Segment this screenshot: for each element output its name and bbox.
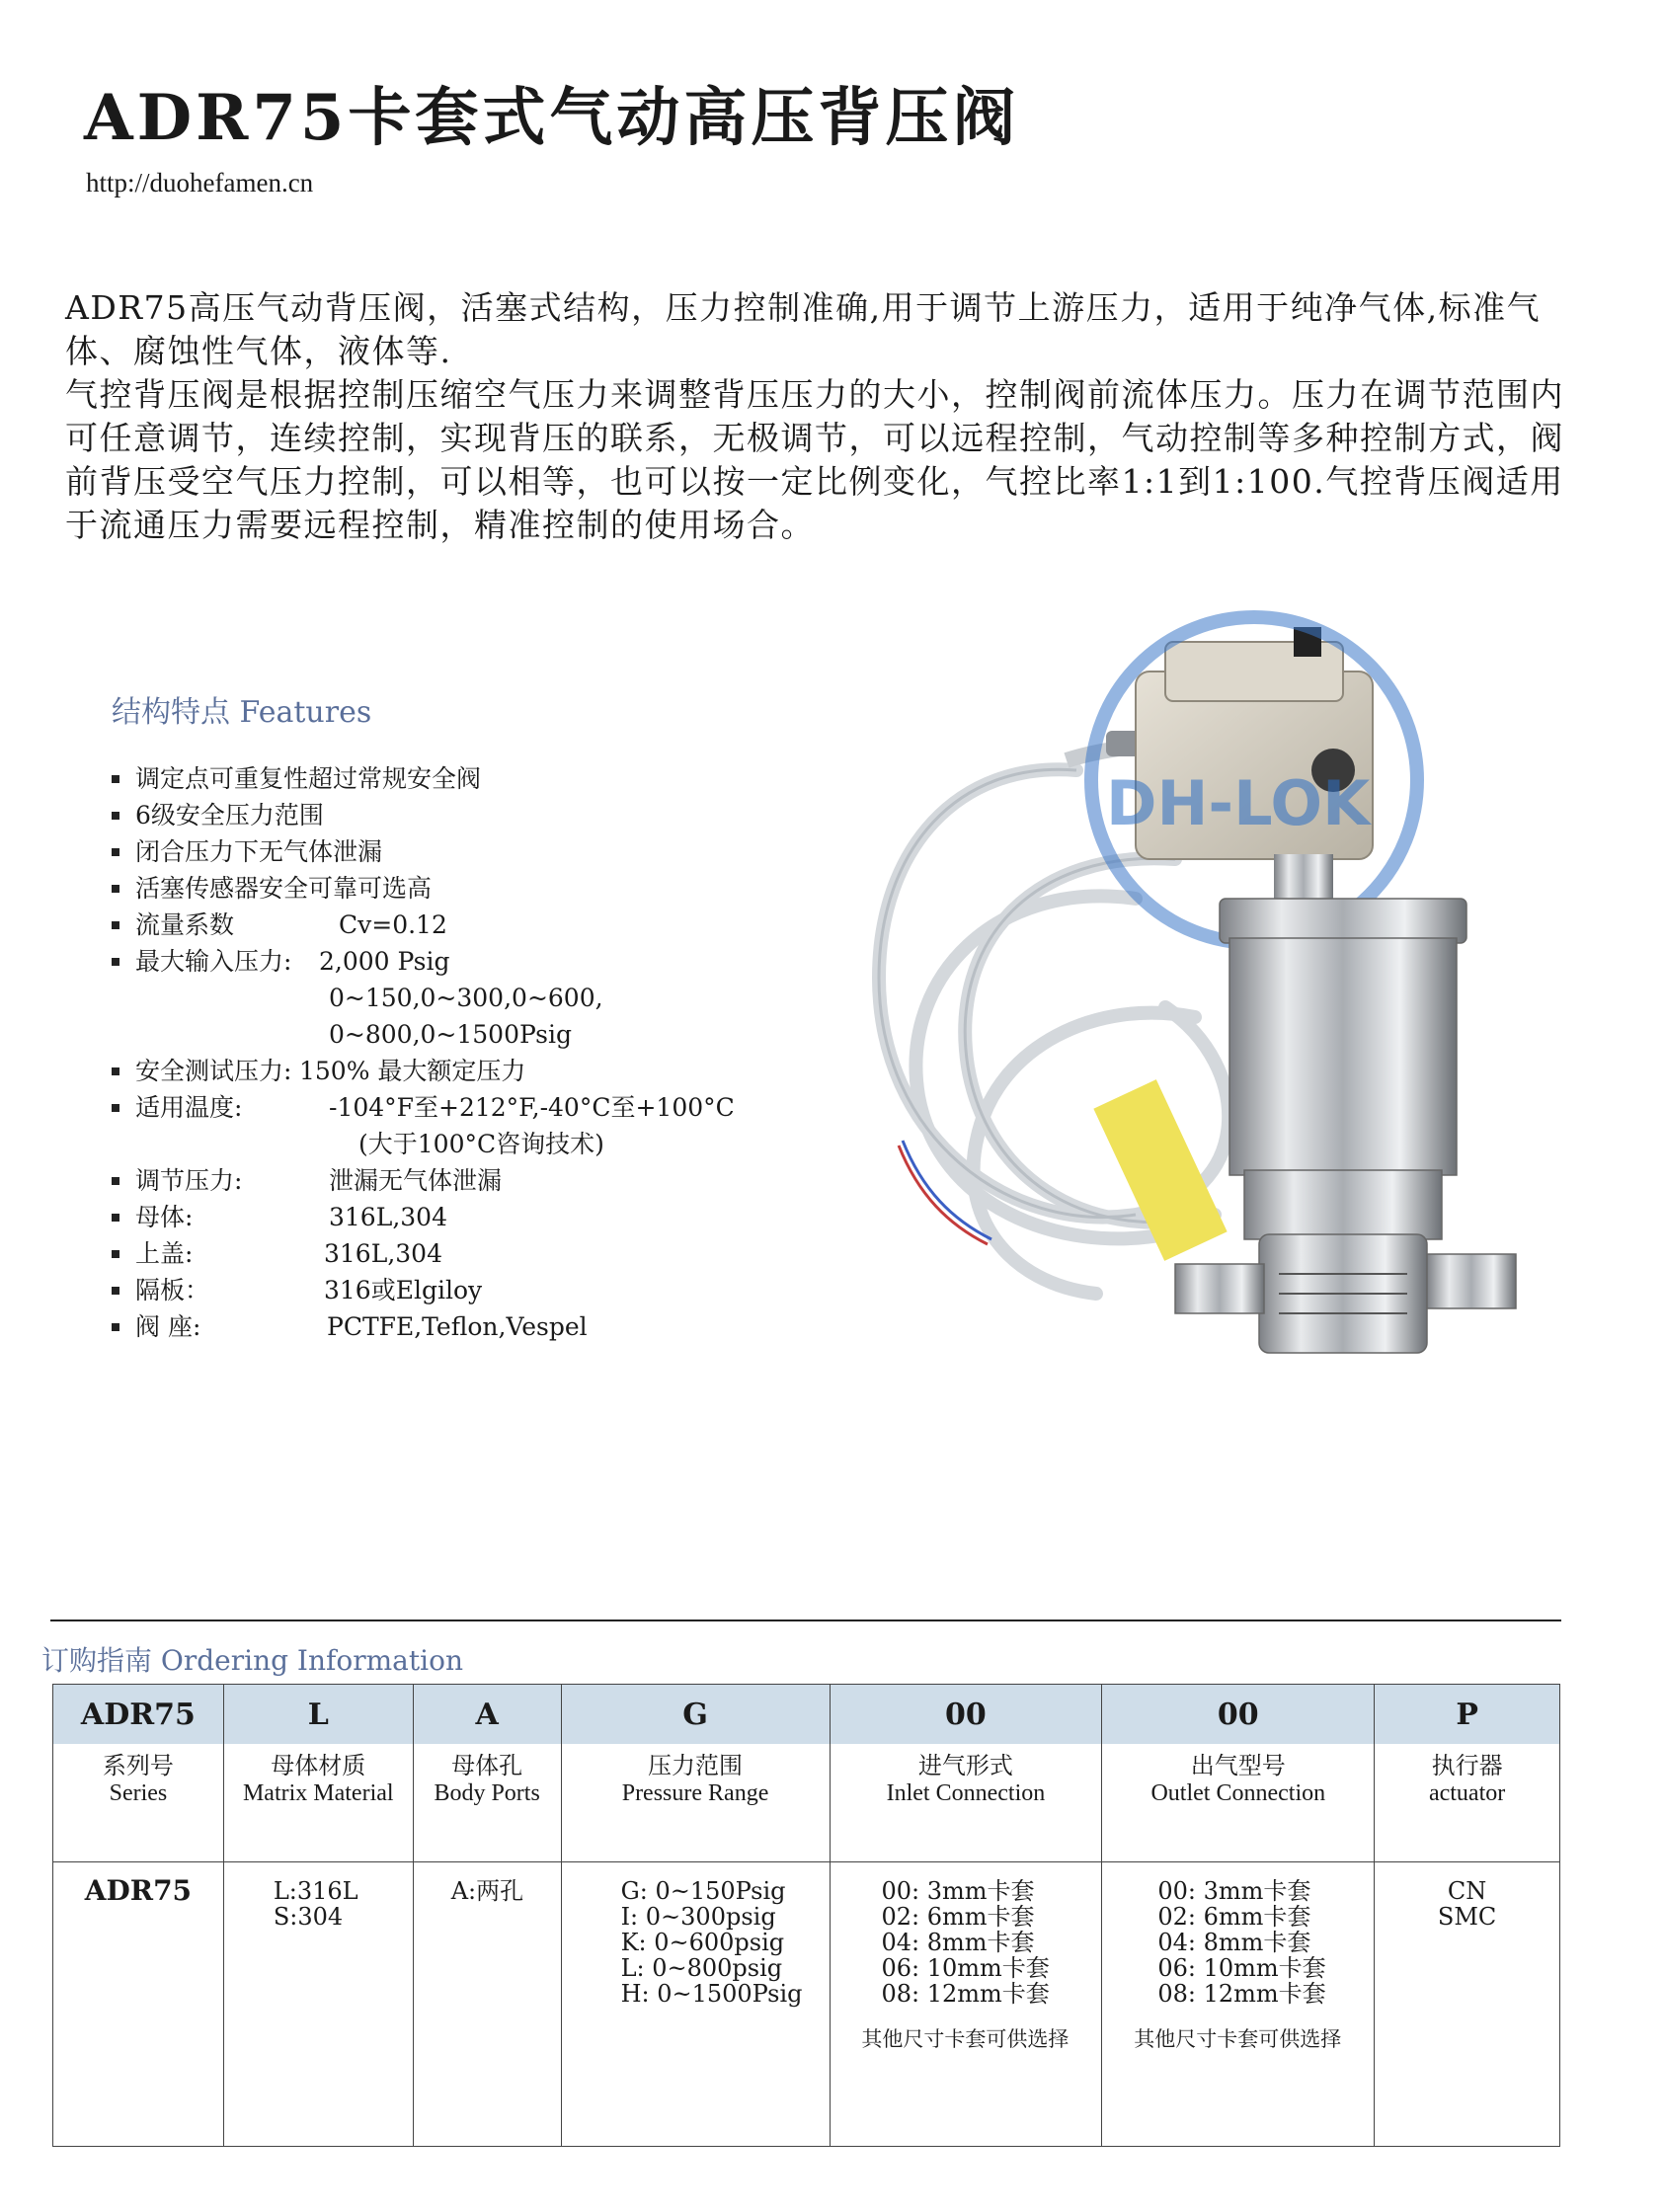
option-outlet: 08: 12mm卡套 xyxy=(1157,1980,1326,2008)
code-outlet: 00 xyxy=(1102,1685,1375,1745)
label-ports: 母体孔 Body Ports xyxy=(413,1744,561,1862)
options-outlet xyxy=(1102,1862,1375,2147)
option-actuator: SMC xyxy=(1437,1903,1497,1931)
code-row xyxy=(53,1685,1560,1745)
option-inlet: 04: 8mm卡套 xyxy=(881,1929,1035,1956)
label-outlet: 出气型号 Outlet Connection xyxy=(1102,1744,1375,1862)
features-heading: 结构特点 Features xyxy=(112,695,372,730)
intro-text xyxy=(65,286,1591,547)
ordering-heading: 订购指南 Ordering Information xyxy=(41,1644,463,1677)
feature-item xyxy=(112,943,823,980)
feature-label: 调定点可重复性超过常规安全阀 xyxy=(135,764,482,793)
section-divider xyxy=(50,1620,1561,1621)
feature-value: 150% 最大额定压力 xyxy=(299,1057,526,1085)
code-inlet: 00 xyxy=(830,1685,1102,1745)
feature-label: 适用温度: xyxy=(135,1093,243,1122)
feature-item xyxy=(112,1126,823,1162)
options-actuator xyxy=(1375,1862,1560,2147)
feature-label: 母体: xyxy=(135,1203,194,1231)
option-material: L:316L xyxy=(273,1877,358,1905)
feature-label: 上盖: xyxy=(135,1239,194,1268)
bullet-icon xyxy=(112,958,119,966)
option-actuator: CN xyxy=(1447,1877,1487,1905)
bullet-icon xyxy=(112,921,119,929)
feature-value: 316L,304 xyxy=(329,1203,447,1231)
svg-text:DH-LOK: DH-LOK xyxy=(1106,767,1371,839)
feature-item xyxy=(112,760,823,797)
option-pressure: H: 0~1500Psig xyxy=(620,1980,803,2008)
inlet-note: 其他尺寸卡套可供选择 xyxy=(861,2027,1070,2051)
feature-label: 安全测试压力: xyxy=(135,1057,292,1085)
options-ports xyxy=(413,1862,561,2147)
intro-paragraph-2: 气控背压阀是根据控制压缩空气压力来调整背压压力的大小，控制阀前流体压力。压力在调节范围内可任意调节，连续控制，实现背压的联系，无极调节，可以远程控制，气动控制等多种控制方式，阀前背压受空气压力控制，可以相等，也可以按一定比例变化，气控比率1:1到1:100.气控背压阀适用于流通压力需要远程控制，精准控制的使用场合。 xyxy=(65,375,1564,544)
option-inlet: 02: 6mm卡套 xyxy=(881,1903,1035,1931)
intro-paragraph-1: ADR75高压气动背压阀，活塞式结构，压力控制准确,用于调节上游压力，适用于纯净气体,标准气体、腐蚀性气体，液体等. xyxy=(65,288,1542,370)
option-pressure: G: 0~150Psig xyxy=(620,1877,786,1905)
option-material: S:304 xyxy=(273,1903,344,1931)
code-material: L xyxy=(223,1685,413,1745)
feature-value: PCTFE,Teflon,Vespel xyxy=(327,1312,588,1341)
bullet-icon xyxy=(112,1104,119,1112)
product-photo xyxy=(839,602,1570,1412)
feature-item xyxy=(112,1199,823,1235)
options-series xyxy=(53,1862,224,2147)
feature-item xyxy=(112,1308,823,1345)
feature-label: 活塞传感器安全可靠可选高 xyxy=(135,874,433,903)
option-pressure: K: 0~600psig xyxy=(620,1929,785,1956)
option-outlet: 04: 8mm卡套 xyxy=(1157,1929,1311,1956)
label-actuator: 执行器 actuator xyxy=(1375,1744,1560,1862)
feature-label: 6级安全压力范围 xyxy=(135,801,324,830)
bullet-icon xyxy=(112,848,119,856)
option-outlet: 00: 3mm卡套 xyxy=(1157,1877,1311,1905)
feature-value: (大于100°C咨询技术) xyxy=(358,1130,604,1158)
option-inlet: 00: 3mm卡套 xyxy=(881,1877,1035,1905)
feature-item xyxy=(112,833,823,870)
feature-value: Cv=0.12 xyxy=(339,910,447,939)
feature-item xyxy=(112,1235,823,1272)
option-inlet: 08: 12mm卡套 xyxy=(881,1980,1050,2008)
feature-label: 闭合压力下无气体泄漏 xyxy=(135,837,383,866)
label-series: 系列号 Series xyxy=(53,1744,224,1862)
ordering-table xyxy=(52,1684,1560,2147)
option-series: ADR75 xyxy=(84,1874,193,1907)
bullet-icon xyxy=(112,812,119,820)
feature-item xyxy=(112,1053,823,1089)
feature-item xyxy=(112,870,823,907)
label-material: 母体材质 Matrix Material xyxy=(223,1744,413,1862)
label-inlet: 进气形式 Inlet Connection xyxy=(830,1744,1102,1862)
page-title: ADR75卡套式气动高压背压阀 xyxy=(84,81,1020,155)
feature-item xyxy=(112,797,823,833)
option-pressure: I: 0~300psig xyxy=(620,1903,776,1931)
label-row xyxy=(53,1744,1560,1862)
code-actuator: P xyxy=(1375,1685,1560,1745)
bullet-icon xyxy=(112,1323,119,1331)
feature-value: 0~150,0~300,0~600, xyxy=(329,984,603,1012)
option-pressure: L: 0~800psig xyxy=(620,1954,783,1982)
feature-value: -104°F至+212°F,-40°C至+100°C xyxy=(329,1093,735,1122)
bullet-icon xyxy=(112,1067,119,1075)
options-material xyxy=(223,1862,413,2147)
feature-value: 泄漏无气体泄漏 xyxy=(329,1166,503,1195)
feature-item xyxy=(112,980,823,1016)
feature-item xyxy=(112,907,823,943)
feature-item xyxy=(112,1272,823,1308)
code-series: ADR75 xyxy=(53,1685,224,1745)
option-inlet: 06: 10mm卡套 xyxy=(881,1954,1050,1982)
feature-label: 最大输入压力: xyxy=(135,947,292,976)
feature-item xyxy=(112,1089,823,1126)
options-inlet xyxy=(830,1862,1102,2147)
feature-item xyxy=(112,1162,823,1199)
feature-value: 2,000 Psig xyxy=(319,947,450,976)
bullet-icon xyxy=(112,1214,119,1222)
bullet-icon xyxy=(112,1287,119,1295)
feature-item xyxy=(112,1016,823,1053)
bullet-icon xyxy=(112,1177,119,1185)
feature-value: 316或Elgiloy xyxy=(324,1276,483,1304)
feature-value: 0~800,0~1500Psig xyxy=(329,1020,572,1049)
feature-label: 流量系数 xyxy=(135,910,235,939)
feature-value: 316L,304 xyxy=(324,1239,442,1268)
feature-label: 隔板： xyxy=(135,1276,210,1304)
website-url[interactable]: http://duohefamen.cn xyxy=(86,168,314,198)
bullet-icon xyxy=(112,1250,119,1258)
option-outlet: 02: 6mm卡套 xyxy=(1157,1903,1311,1931)
feature-label: 阀 座: xyxy=(135,1312,201,1341)
bullet-icon xyxy=(112,885,119,893)
code-ports: A xyxy=(413,1685,561,1745)
feature-label: 调节压力: xyxy=(135,1166,243,1195)
options-pressure xyxy=(561,1862,830,2147)
options-row xyxy=(53,1862,1560,2147)
features-list xyxy=(112,760,823,1345)
option-outlet: 06: 10mm卡套 xyxy=(1157,1954,1326,1982)
bullet-icon xyxy=(112,775,119,783)
label-pressure: 压力范围 Pressure Range xyxy=(561,1744,830,1862)
code-pressure: G xyxy=(561,1685,830,1745)
outlet-note: 其他尺寸卡套可供选择 xyxy=(1134,2027,1342,2051)
option-ports: A:两孔 xyxy=(450,1877,524,1905)
